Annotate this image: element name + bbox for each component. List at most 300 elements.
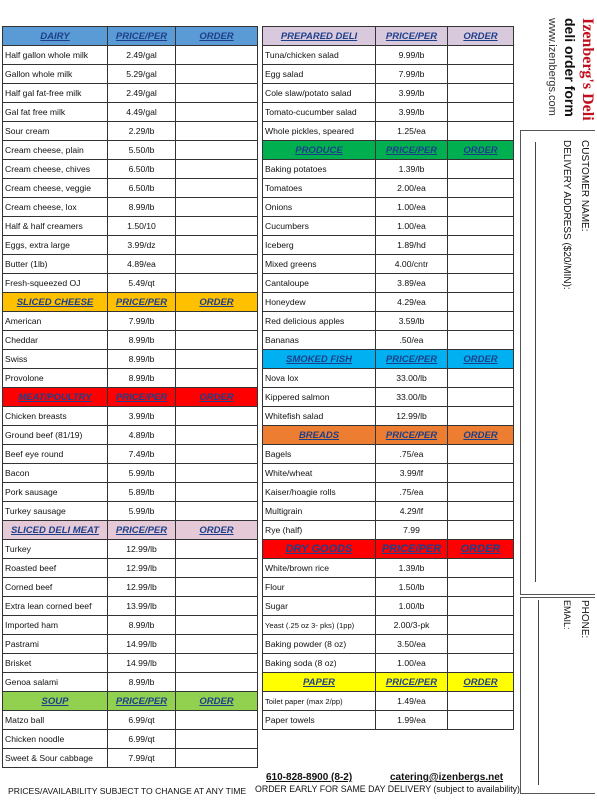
price-header: PRICE/PER [108,521,176,540]
item-price: 4.89/lb [108,426,176,445]
order-quantity-cell[interactable] [176,103,258,122]
item-name: American [3,312,108,331]
item-name: Tuna/chicken salad [263,46,376,65]
item-row [263,312,514,331]
order-quantity-cell[interactable] [448,198,514,217]
item-row [263,84,514,103]
item-name: Kaiser/hoagie rolls [263,483,376,502]
order-header: ORDER [176,293,258,312]
order-quantity-cell[interactable] [176,654,258,673]
item-row [263,654,514,673]
price-header: PRICE/PER [108,692,176,711]
order-quantity-cell[interactable] [448,635,514,654]
item-row [263,198,514,217]
item-price: .50/ea [376,331,448,350]
item-name: Butter (1lb) [3,255,108,274]
item-price: 3.99/dz [108,236,176,255]
item-row [263,692,514,711]
item-name: Half gallon whole milk [3,46,108,65]
item-name: Multigrain [263,502,376,521]
item-row [3,312,258,331]
order-quantity-cell[interactable] [176,369,258,388]
item-row [263,578,514,597]
item-row [3,122,258,141]
item-price: 1.00/ea [376,654,448,673]
item-name: Gal fat free milk [3,103,108,122]
order-quantity-cell[interactable] [448,236,514,255]
order-quantity-cell[interactable] [448,654,514,673]
item-row [263,616,514,635]
order-quantity-cell[interactable] [448,160,514,179]
item-price: 4.29/ea [376,293,448,312]
item-price: 8.99/lb [108,198,176,217]
order-quantity-cell[interactable] [176,711,258,730]
order-quantity-cell[interactable] [176,445,258,464]
item-row [3,673,258,692]
footer-email[interactable]: catering@izenbergs.net [390,772,504,783]
item-row [263,502,514,521]
item-row [263,464,514,483]
section-header-meat [3,388,258,407]
item-price: 7.99/qt [108,749,176,768]
item-name: Sweet & Sour cabbage [3,749,108,768]
item-name: Gallon whole milk [3,65,108,84]
item-price: 1.00/lb [376,597,448,616]
item-name: Eggs, extra large [3,236,108,255]
order-quantity-cell[interactable] [176,160,258,179]
order-quantity-cell[interactable] [176,198,258,217]
footer-contact [266,772,352,783]
item-row [263,597,514,616]
order-quantity-cell[interactable] [448,502,514,521]
item-row [263,635,514,654]
section-title: PREPARED DELI [263,27,376,46]
item-row [3,103,258,122]
item-row [3,141,258,160]
order-quantity-cell[interactable] [448,578,514,597]
item-row [3,483,258,502]
order-quantity-cell[interactable] [448,122,514,141]
item-price: 1.99/ea [376,711,448,730]
item-name: Kippered salmon [263,388,376,407]
order-quantity-cell[interactable] [448,464,514,483]
order-quantity-cell[interactable] [176,122,258,141]
customer-field-divider [535,142,536,582]
item-row [3,331,258,350]
item-row [263,217,514,236]
item-row [263,103,514,122]
section-title: DAIRY [3,27,108,46]
order-quantity-cell[interactable] [176,407,258,426]
item-name: Cream cheese, plain [3,141,108,160]
order-quantity-cell[interactable] [448,369,514,388]
item-row [3,160,258,179]
item-name: Ground beef (81/19) [3,426,108,445]
item-row [263,521,514,540]
item-name: Cucumbers [263,217,376,236]
item-name: Bacon [3,464,108,483]
item-price: 33.00/lb [376,388,448,407]
item-name: Rye (half) [263,521,376,540]
item-name: Whitefish salad [263,407,376,426]
item-price: 3.99/lb [108,407,176,426]
item-price: 12.99/lb [376,407,448,426]
item-name: Baking soda (8 oz) [263,654,376,673]
item-row [3,217,258,236]
section-header-produce [263,141,514,160]
item-price: 33.00/lb [376,369,448,388]
customer-name-field[interactable]: CUSTOMER NAME: [579,140,590,232]
item-price: 4.49/gal [108,103,176,122]
item-price: 8.99/lb [108,673,176,692]
order-quantity-cell[interactable] [176,84,258,103]
order-header: ORDER [448,141,514,160]
order-quantity-cell[interactable] [176,559,258,578]
item-name: Cream cheese, chives [3,160,108,179]
item-name: Sour cream [3,122,108,141]
item-price: 2.00/3-pk [376,616,448,635]
item-name: Pastrami [3,635,108,654]
order-header: ORDER [176,521,258,540]
item-row [3,179,258,198]
order-quantity-cell[interactable] [176,635,258,654]
section-title: SOUP [3,692,108,711]
order-quantity-cell[interactable] [448,483,514,502]
item-price: 8.99/lb [108,350,176,369]
item-price: 13.99/lb [108,597,176,616]
item-name: Flour [263,578,376,597]
price-header: PRICE/PER [376,141,448,160]
order-quantity-cell[interactable] [176,540,258,559]
order-quantity-cell[interactable] [176,255,258,274]
item-row [3,502,258,521]
price-header: PRICE/PER [376,350,448,369]
item-name: Paper towels [263,711,376,730]
order-header: ORDER [176,692,258,711]
order-quantity-cell[interactable] [448,46,514,65]
item-price: 7.99/lb [376,65,448,84]
item-name: Chicken breasts [3,407,108,426]
item-name: Iceberg [263,236,376,255]
price-header: PRICE/PER [108,293,176,312]
item-name: Nova lox [263,369,376,388]
order-quantity-cell[interactable] [176,483,258,502]
item-row [263,445,514,464]
item-price: 12.99/lb [108,540,176,559]
section-title: SMOKED FISH [263,350,376,369]
section-header-sliced-deli [3,521,258,540]
item-name: Half & half creamers [3,217,108,236]
item-row [263,122,514,141]
item-name: Fresh-squeezed OJ [3,274,108,293]
item-price: 1.50/lb [376,578,448,597]
order-quantity-cell[interactable] [176,274,258,293]
price-header: PRICE/PER [376,27,448,46]
order-quantity-cell[interactable] [448,597,514,616]
item-price: .75/ea [376,483,448,502]
order-quantity-cell[interactable] [448,312,514,331]
section-header-sliced-cheese [3,293,258,312]
item-price: 7.99/lb [108,312,176,331]
item-price: 6.99/qt [108,711,176,730]
item-name: Chicken noodle [3,730,108,749]
item-price: 3.89/ea [376,274,448,293]
order-quantity-cell[interactable] [448,65,514,84]
item-price: 14.99/lb [108,635,176,654]
order-quantity-cell[interactable] [176,350,258,369]
item-price: 3.99/lb [376,84,448,103]
item-row [3,407,258,426]
item-price: 1.39/lb [376,160,448,179]
order-quantity-cell[interactable] [448,559,514,578]
item-row [3,540,258,559]
item-price: 3.59/lb [376,312,448,331]
item-name: Corned beef [3,578,108,597]
item-name: Egg salad [263,65,376,84]
order-quantity-cell[interactable] [176,673,258,692]
section-title: PAPER [263,673,376,692]
item-name: Bananas [263,331,376,350]
item-name: Roasted beef [3,559,108,578]
form-title: deli order form [562,18,578,117]
item-row [3,350,258,369]
footer-phone[interactable]: 610-828-8900 (8-2) [266,772,353,783]
item-price: 3.50/ea [376,635,448,654]
order-quantity-cell[interactable] [176,616,258,635]
item-price: 8.99/lb [108,616,176,635]
order-quantity-cell[interactable] [176,65,258,84]
section-title: DRY GOODS [263,540,376,559]
section-title: BREADS [263,426,376,445]
item-name: Bagels [263,445,376,464]
order-quantity-cell[interactable] [176,236,258,255]
email-field[interactable]: EMAIL: [562,600,572,630]
item-row [3,65,258,84]
item-name: Honeydew [263,293,376,312]
item-row [3,711,258,730]
item-name: Sugar [263,597,376,616]
price-header: PRICE/PER [376,426,448,445]
order-quantity-cell[interactable] [448,445,514,464]
contact-field-divider [538,600,539,785]
item-price: 1.50/10 [108,217,176,236]
section-header-dairy [3,27,258,46]
order-quantity-cell[interactable] [176,312,258,331]
item-row [3,464,258,483]
right-order-table [262,26,514,730]
order-quantity-cell[interactable] [448,274,514,293]
item-name: Beef eye round [3,445,108,464]
section-header-dry-goods [263,540,514,559]
item-name: Cheddar [3,331,108,350]
order-header: ORDER [448,540,514,559]
item-price: 4.00/cntr [376,255,448,274]
item-price: 1.00/ea [376,217,448,236]
order-quantity-cell[interactable] [448,179,514,198]
item-row [263,388,514,407]
price-header: PRICE/PER [108,388,176,407]
order-quantity-cell[interactable] [176,464,258,483]
item-price: 7.99 [376,521,448,540]
order-header: ORDER [448,673,514,692]
item-price: 1.49/ea [376,692,448,711]
order-quantity-cell[interactable] [176,597,258,616]
item-price: 8.99/lb [108,331,176,350]
order-quantity-cell[interactable] [176,46,258,65]
order-quantity-cell[interactable] [176,217,258,236]
order-quantity-cell[interactable] [448,692,514,711]
item-name: Tomato-cucumber salad [263,103,376,122]
item-name: Provolone [3,369,108,388]
section-header-paper [263,673,514,692]
item-name: Baking potatoes [263,160,376,179]
section-header-prepared-deli [263,27,514,46]
item-price: 2.29/lb [108,122,176,141]
section-title: SLICED DELI MEAT [3,521,108,540]
order-quantity-cell[interactable] [448,521,514,540]
item-row [3,635,258,654]
item-name: Yeast (.25 oz 3- pks) (1pp) [263,616,376,635]
item-price: 5.89/lb [108,483,176,502]
item-row [263,274,514,293]
item-name: Mixed greens [263,255,376,274]
order-quantity-cell[interactable] [448,711,514,730]
section-title: SLICED CHEESE [3,293,108,312]
item-row [3,84,258,103]
item-price: 7.49/lb [108,445,176,464]
item-name: Turkey [3,540,108,559]
item-row [263,331,514,350]
item-row [263,407,514,426]
item-row [3,369,258,388]
item-name: Half gal fat-free milk [3,84,108,103]
item-name: Baking powder (8 oz) [263,635,376,654]
order-quantity-cell[interactable] [448,616,514,635]
order-quantity-cell[interactable] [176,141,258,160]
section-title: PRODUCE [263,141,376,160]
order-note: ORDER EARLY FOR SAME DAY DELIVERY (subject to availability) [255,784,520,794]
item-price: 8.99/lb [108,369,176,388]
item-row [3,597,258,616]
section-header-breads [263,426,514,445]
item-name: Pork sausage [3,483,108,502]
order-header: ORDER [448,426,514,445]
item-row [263,711,514,730]
order-header: ORDER [176,27,258,46]
item-name: Turkey sausage [3,502,108,521]
item-row [263,160,514,179]
item-price: 14.99/lb [108,654,176,673]
item-price: 1.00/ea [376,198,448,217]
order-quantity-cell[interactable] [176,426,258,445]
item-price: 3.99/lb [376,103,448,122]
item-price: 6.50/lb [108,179,176,198]
item-price: 1.89/hd [376,236,448,255]
order-quantity-cell[interactable] [176,730,258,749]
item-row [263,255,514,274]
item-name: Matzo ball [3,711,108,730]
item-row [3,255,258,274]
order-header: ORDER [448,27,514,46]
website-url[interactable]: www.izenbergs.com [546,18,558,116]
item-price: 4.89/ea [108,255,176,274]
order-quantity-cell[interactable] [176,749,258,768]
item-price: 12.99/lb [108,578,176,597]
item-row [263,369,514,388]
item-price: 5.29/gal [108,65,176,84]
price-disclaimer: PRICES/AVAILABILITY SUBJECT TO CHANGE AT ANY TIME [8,786,247,796]
item-name: Cantaloupe [263,274,376,293]
item-name: White/brown rice [263,559,376,578]
item-row [263,483,514,502]
order-header: ORDER [176,388,258,407]
order-quantity-cell[interactable] [448,293,514,312]
order-quantity-cell[interactable] [448,331,514,350]
item-row [263,559,514,578]
item-row [263,293,514,312]
item-price: 9.99/lb [376,46,448,65]
item-name: Genoa salami [3,673,108,692]
item-name: Onions [263,198,376,217]
item-name: Brisket [3,654,108,673]
order-quantity-cell[interactable] [448,388,514,407]
item-row [3,654,258,673]
item-price: 6.50/lb [108,160,176,179]
order-quantity-cell[interactable] [448,217,514,236]
item-price: 12.99/lb [108,559,176,578]
order-quantity-cell[interactable] [448,84,514,103]
order-quantity-cell[interactable] [448,407,514,426]
item-price: 3.99/lf [376,464,448,483]
item-price: 5.99/lb [108,464,176,483]
order-quantity-cell[interactable] [176,578,258,597]
delivery-address-field[interactable]: DELIVERY ADDRESS ($20/MIN): [561,140,572,290]
item-name: Imported ham [3,616,108,635]
item-row [263,46,514,65]
item-name: White/wheat [263,464,376,483]
item-row [3,578,258,597]
item-row [3,559,258,578]
brand-logo: Izenberg's Deli [579,18,596,121]
item-name: Toilet paper (max 2/pp) [263,692,376,711]
item-row [263,65,514,84]
order-quantity-cell[interactable] [176,502,258,521]
item-row [3,616,258,635]
item-price: 5.49/qt [108,274,176,293]
item-name: Swiss [3,350,108,369]
item-name: Cream cheese, lox [3,198,108,217]
item-name: Cream cheese, veggie [3,179,108,198]
phone-field[interactable]: PHONE: [579,600,590,639]
item-name: Extra lean corned beef [3,597,108,616]
item-price: 2.49/gal [108,46,176,65]
order-quantity-cell[interactable] [176,179,258,198]
item-name: Tomatoes [263,179,376,198]
section-title: MEAT/POULTRY [3,388,108,407]
order-quantity-cell[interactable] [448,255,514,274]
item-name: Red delicious apples [263,312,376,331]
item-price: 5.99/lb [108,502,176,521]
order-quantity-cell[interactable] [448,103,514,122]
item-price: 5.50/lb [108,141,176,160]
price-header: PRICE/PER [108,27,176,46]
item-row [3,198,258,217]
item-price: .75/ea [376,445,448,464]
section-header-soup [3,692,258,711]
section-header-smoked-fish [263,350,514,369]
price-header: PRICE/PER [376,540,448,559]
order-quantity-cell[interactable] [176,331,258,350]
